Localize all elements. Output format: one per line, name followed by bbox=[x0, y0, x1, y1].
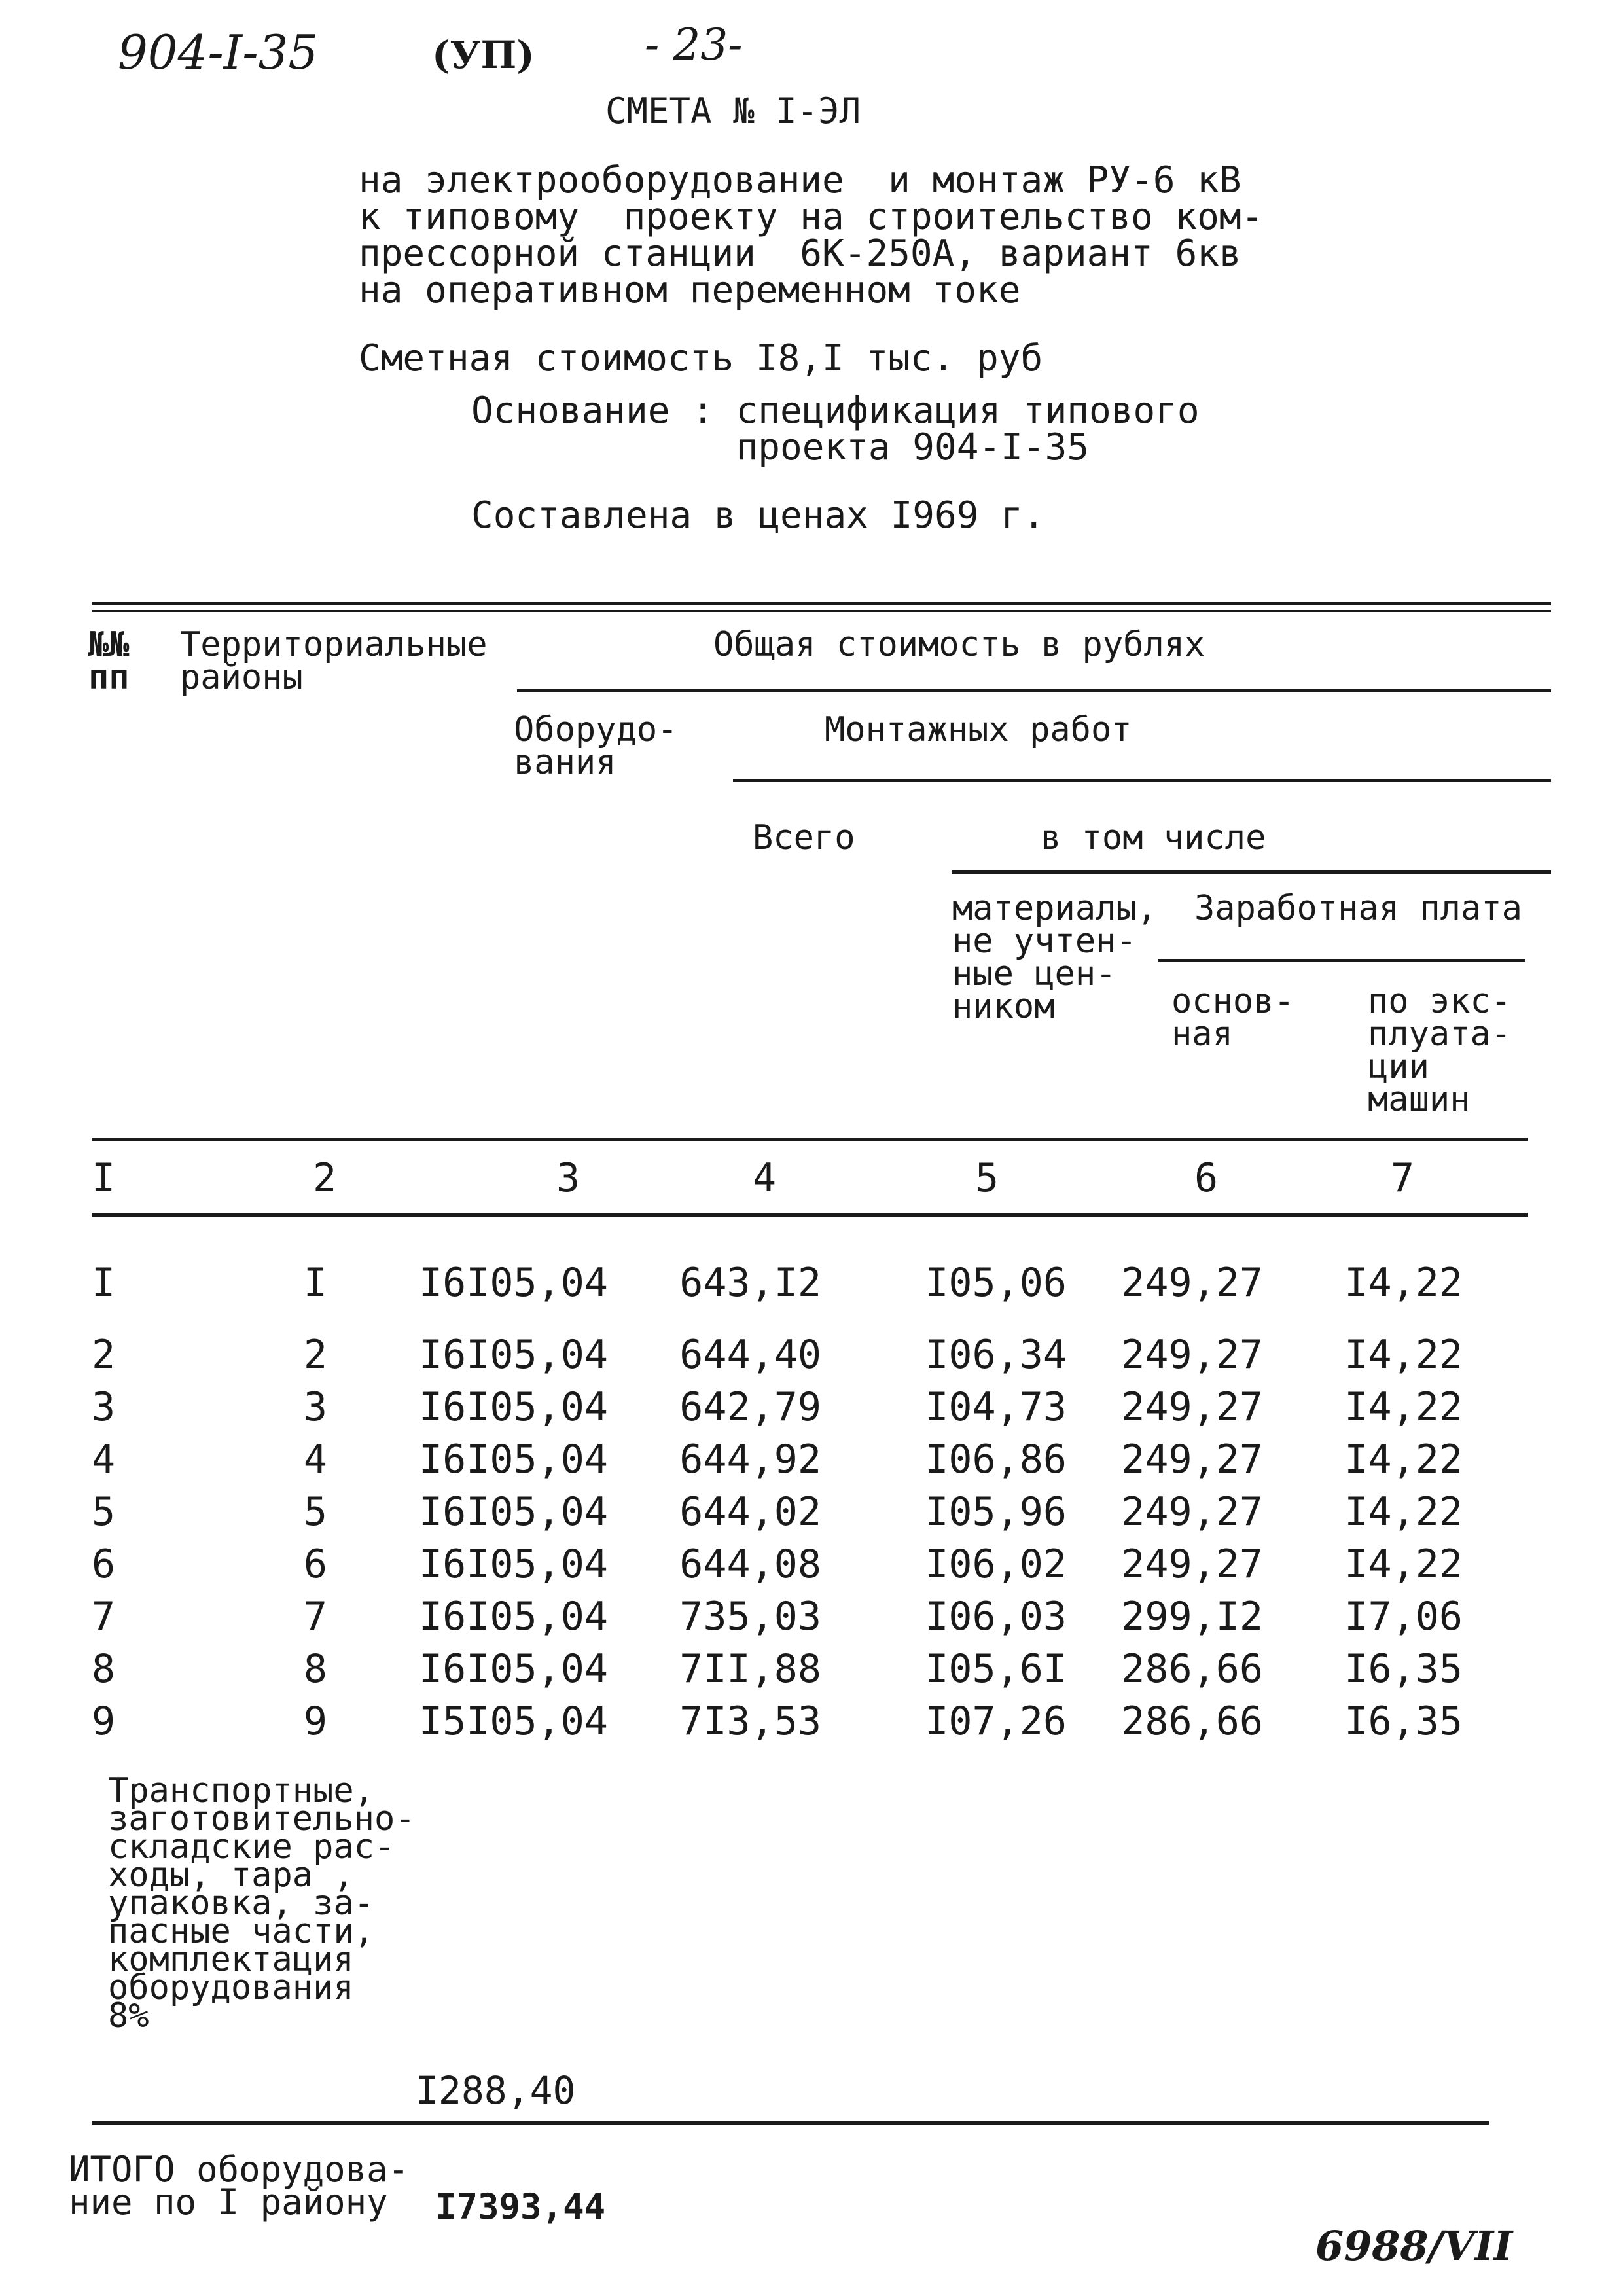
table-cell-col5: I06,86 bbox=[925, 1437, 1067, 1482]
table-cell-col5: I06,03 bbox=[925, 1594, 1067, 1640]
table-cell-col3: I6I05,04 bbox=[419, 1541, 608, 1587]
table-cell-col6: 286,66 bbox=[1121, 1646, 1263, 1692]
page-number: - 23- bbox=[645, 20, 743, 70]
table-cell-col4: 735,03 bbox=[679, 1594, 821, 1640]
price-year: Составлена в ценах I969 г. bbox=[471, 494, 1045, 537]
rule-under-including bbox=[952, 870, 1551, 874]
rule-above-column-numbers bbox=[92, 1138, 1528, 1141]
table-cell-col5: I04,73 bbox=[925, 1384, 1067, 1430]
table-cell-col7: I6,35 bbox=[1344, 1646, 1463, 1692]
estimate-basis: Основание : спецификация типового проекта 904-I-35 bbox=[471, 389, 1200, 469]
table-cell-col7: I4,22 bbox=[1344, 1541, 1463, 1587]
transport-expenses-value: I288,40 bbox=[416, 2068, 576, 2113]
column-number-3: 3 bbox=[556, 1155, 580, 1201]
table-cell-col7: I4,22 bbox=[1344, 1332, 1463, 1378]
table-cell-col3: I6I05,04 bbox=[419, 1594, 608, 1640]
table-cell-col4: 644,02 bbox=[679, 1489, 821, 1535]
total-value: I7393,44 bbox=[435, 2186, 606, 2227]
table-cell-col1: I bbox=[92, 1260, 116, 1306]
column-number-1: I bbox=[92, 1155, 116, 1201]
column-number-5: 5 bbox=[975, 1155, 999, 1201]
doc-code: 904-I-35 bbox=[118, 25, 319, 80]
table-cell-col2: 7 bbox=[303, 1594, 327, 1640]
table-cell-col4: 644,08 bbox=[679, 1541, 821, 1587]
table-cell-col2: 8 bbox=[303, 1646, 327, 1692]
table-cell-col1: 3 bbox=[92, 1384, 116, 1430]
archive-stamp: 6988/VII bbox=[1315, 2222, 1513, 2270]
header-territory: Территориальные районы bbox=[180, 625, 488, 697]
table-cell-col2: 4 bbox=[303, 1437, 327, 1482]
table-cell-col5: I05,06 bbox=[925, 1260, 1067, 1306]
table-cell-col5: I05,96 bbox=[925, 1489, 1067, 1535]
header-total-cost: Общая стоимость в рублях bbox=[713, 625, 1205, 664]
table-cell-col4: 644,40 bbox=[679, 1332, 821, 1378]
table-cell-col6: 249,27 bbox=[1121, 1437, 1263, 1482]
header-materials: материалы, не учтен- ные цен- ником bbox=[952, 889, 1158, 1026]
table-bottom-rule bbox=[92, 2121, 1489, 2125]
estimate-description: на электрооборудование и монтаж РУ-6 кВ к типовому проекту на строительство ком- прессорной станции 6К-250А, вариант 6кв на оперативном переменном токе bbox=[359, 159, 1264, 312]
table-cell-col6: 249,27 bbox=[1121, 1489, 1263, 1535]
table-cell-col7: I7,06 bbox=[1344, 1594, 1463, 1640]
table-cell-col7: I6,35 bbox=[1344, 1698, 1463, 1744]
rule-under-total-cost bbox=[517, 689, 1551, 692]
column-number-2: 2 bbox=[313, 1155, 337, 1201]
header-wages: Заработная плата bbox=[1194, 889, 1522, 928]
table-cell-col6: 249,27 bbox=[1121, 1332, 1263, 1378]
table-cell-col1: 9 bbox=[92, 1698, 116, 1744]
rule-below-column-numbers bbox=[92, 1213, 1528, 1217]
header-total: Всего bbox=[753, 818, 855, 857]
table-cell-col4: 642,79 bbox=[679, 1384, 821, 1430]
table-top-rule bbox=[92, 602, 1551, 605]
table-cell-col4: 644,92 bbox=[679, 1437, 821, 1482]
estimated-cost: Сметная стоимость I8,I тыс. руб bbox=[359, 337, 1043, 380]
table-cell-col3: I6I05,04 bbox=[419, 1332, 608, 1378]
table-cell-col6: 249,27 bbox=[1121, 1384, 1263, 1430]
table-cell-col5: I05,6I bbox=[925, 1646, 1067, 1692]
column-number-7: 7 bbox=[1391, 1155, 1415, 1201]
header-wages-machines: по экс- плуата- ции машин bbox=[1368, 982, 1512, 1119]
table-cell-col6: 249,27 bbox=[1121, 1260, 1263, 1306]
table-cell-col7: I4,22 bbox=[1344, 1437, 1463, 1482]
column-number-4: 4 bbox=[753, 1155, 777, 1201]
header-including: в том числе bbox=[1041, 818, 1266, 857]
table-cell-col4: 7I3,53 bbox=[679, 1698, 821, 1744]
table-cell-col2: I bbox=[303, 1260, 327, 1306]
table-cell-col1: 8 bbox=[92, 1646, 116, 1692]
table-cell-col5: I06,02 bbox=[925, 1541, 1067, 1587]
table-cell-col5: I06,34 bbox=[925, 1332, 1067, 1378]
table-top-rule-inner bbox=[92, 610, 1551, 612]
header-equipment: Оборудо- вания bbox=[514, 710, 678, 782]
table-cell-col2: 2 bbox=[303, 1332, 327, 1378]
table-cell-col3: I6I05,04 bbox=[419, 1260, 608, 1306]
table-cell-col2: 5 bbox=[303, 1489, 327, 1535]
header-installation: Монтажных работ bbox=[825, 710, 1132, 749]
table-cell-col3: I6I05,04 bbox=[419, 1437, 608, 1482]
column-number-6: 6 bbox=[1194, 1155, 1219, 1201]
table-cell-col3: I6I05,04 bbox=[419, 1646, 608, 1692]
total-label: ИТОГО оборудова- ние по I району bbox=[69, 2149, 410, 2223]
header-number: №№ пп bbox=[88, 625, 130, 697]
rule-under-installation bbox=[733, 779, 1551, 782]
album-number: (УП) bbox=[432, 33, 535, 77]
estimate-heading: СМЕТА № I-ЭЛ bbox=[605, 90, 861, 132]
header-wages-basic: основ- ная bbox=[1171, 982, 1294, 1054]
table-cell-col7: I4,22 bbox=[1344, 1489, 1463, 1535]
table-cell-col2: 6 bbox=[303, 1541, 327, 1587]
table-cell-col1: 2 bbox=[92, 1332, 116, 1378]
table-cell-col2: 3 bbox=[303, 1384, 327, 1430]
table-cell-col4: 7II,88 bbox=[679, 1646, 821, 1692]
table-cell-col2: 9 bbox=[303, 1698, 327, 1744]
table-cell-col4: 643,I2 bbox=[679, 1260, 821, 1306]
rule-under-wages bbox=[1158, 959, 1525, 962]
table-cell-col3: I6I05,04 bbox=[419, 1384, 608, 1430]
table-cell-col5: I07,26 bbox=[925, 1698, 1067, 1744]
table-cell-col1: 4 bbox=[92, 1437, 116, 1482]
transport-expenses-label: Транспортные, заготовительно- складские рас- ходы, тара , упаковка, за- пасные части, комплектация оборудования 8% bbox=[108, 1771, 416, 2036]
table-cell-col7: I4,22 bbox=[1344, 1384, 1463, 1430]
table-cell-col6: 286,66 bbox=[1121, 1698, 1263, 1744]
table-cell-col7: I4,22 bbox=[1344, 1260, 1463, 1306]
table-cell-col1: 5 bbox=[92, 1489, 116, 1535]
table-cell-col3: I6I05,04 bbox=[419, 1489, 608, 1535]
table-cell-col3: I5I05,04 bbox=[419, 1698, 608, 1744]
table-cell-col1: 6 bbox=[92, 1541, 116, 1587]
table-cell-col1: 7 bbox=[92, 1594, 116, 1640]
table-cell-col6: 299,I2 bbox=[1121, 1594, 1263, 1640]
table-cell-col6: 249,27 bbox=[1121, 1541, 1263, 1587]
